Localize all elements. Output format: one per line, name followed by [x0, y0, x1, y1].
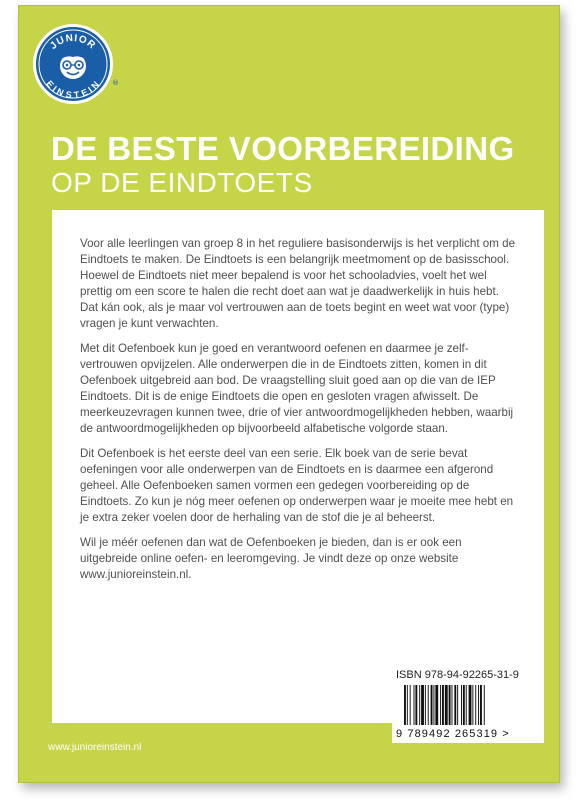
barcode-bar	[415, 685, 417, 725]
barcode-bar	[410, 685, 411, 725]
barcode-bar	[442, 685, 444, 725]
registered-mark: ®	[112, 79, 119, 87]
barcode-bars	[396, 683, 536, 727]
barcode-bar	[433, 685, 434, 725]
logo-text-top: JUNIOR	[48, 32, 98, 52]
barcode-bar	[431, 685, 433, 725]
barcode-bar	[484, 685, 485, 725]
cover-title: DE BESTE VOORBEREIDING	[51, 130, 515, 167]
logo-graphic	[36, 27, 110, 101]
paragraph-serie: Dit Oefenboek is het eerste deel van een serie. Elk boek van de serie bevat oefeningen voor alle onderwerpen van de Eindtoets en is daarmee een afgerond geheel. Alle Oefenboeken samen vormen een gedegen voorbereiding op de Eindtoets. Zo kun je nóg meer oefenen op onderwerpen waar je moeite mee hebt en je extra zeker voelen door de herhaling van de stof die je al beheerst.	[80, 447, 514, 524]
website-url: www.junioreinstein.nl	[48, 742, 142, 753]
paragraph-online: Wil je méér oefenen dan wat de Oefenboeken je bieden, dan is er ook een uitgebreide online oefen- en leeromgeving. Je vindt deze op onze website www.junioreinstein.nl.	[80, 536, 462, 581]
cover-subtitle: OP DE EINDTOETS	[51, 167, 313, 198]
barcode-bar	[478, 685, 479, 725]
barcode-bar	[419, 685, 420, 725]
barcode-bar	[466, 685, 467, 725]
junior-einstein-logo	[33, 24, 119, 104]
barcode-bar	[425, 685, 426, 725]
barcode-bar	[461, 685, 462, 725]
barcode-bar	[454, 685, 456, 725]
svg-text:JUNIOR	[48, 33, 98, 52]
barcode-bar	[475, 685, 476, 725]
barcode-bar	[469, 685, 472, 725]
barcode-bar	[452, 685, 453, 725]
barcode-bar	[463, 685, 465, 725]
isbn-label: ISBN 978-94-92265-31-9	[396, 669, 519, 681]
logo-text-bottom: EINSTEIN	[44, 78, 102, 101]
barcode-digits: 9 789492 265319 >	[396, 728, 510, 740]
boy-face-icon	[60, 51, 86, 79]
barcode-bar	[404, 685, 406, 725]
barcode-bar	[407, 685, 408, 725]
barcode-bar	[472, 685, 473, 725]
barcode-bar	[445, 685, 448, 725]
barcode-bar	[440, 685, 441, 725]
barcode-bar	[480, 685, 482, 725]
barcode-bar	[449, 685, 451, 725]
barcode-bar	[428, 685, 429, 725]
barcode-bar	[414, 685, 415, 725]
paragraph-intro: Voor alle leerlingen van groep 8 in het reguliere basisonderwijs is het verplicht om de Eindtoets te maken. De Eindtoets is een belangrijk meetmoment op de basisschool. Hoewel de Eindtoets niet meer bepalend is voor het schooladvies, voelt het wel prettig om een score te halen die recht doet aan wat je daadwerkelijk in huis hebt. Dat kán ook, als je maar vol vertrouwen aan de toets begint en weet wat voor (type) vragen je kunt verwachten.	[80, 237, 516, 330]
barcode-bar	[457, 685, 458, 725]
barcode-bar	[421, 685, 424, 725]
paragraph-oefenboek: Met dit Oefenboek kun je goed en verantwoord oefenen en daarmee je zelf-vertrouwen opvijzelen. Alle onderwerpen die in de Eindtoets zitten, komen in dit Oefenboek uitgebreid aan bod. De vraagstelling sluit goed aan op die van de IEP Eindtoets. Dit is de enige Eindtoets die open en gesloten vragen afwisselt. De meerkeuzevragen kunnen twee, drie of vier antwoordmogelijkheden hebben, waarbij de antwoordmogelijkheden op bijvoorbeeld alfabetische volgorde staan.	[80, 342, 514, 435]
barcode-bar	[435, 685, 438, 725]
svg-text:EINSTEIN	[44, 79, 101, 100]
description-panel	[52, 210, 544, 723]
barcode	[392, 683, 544, 743]
